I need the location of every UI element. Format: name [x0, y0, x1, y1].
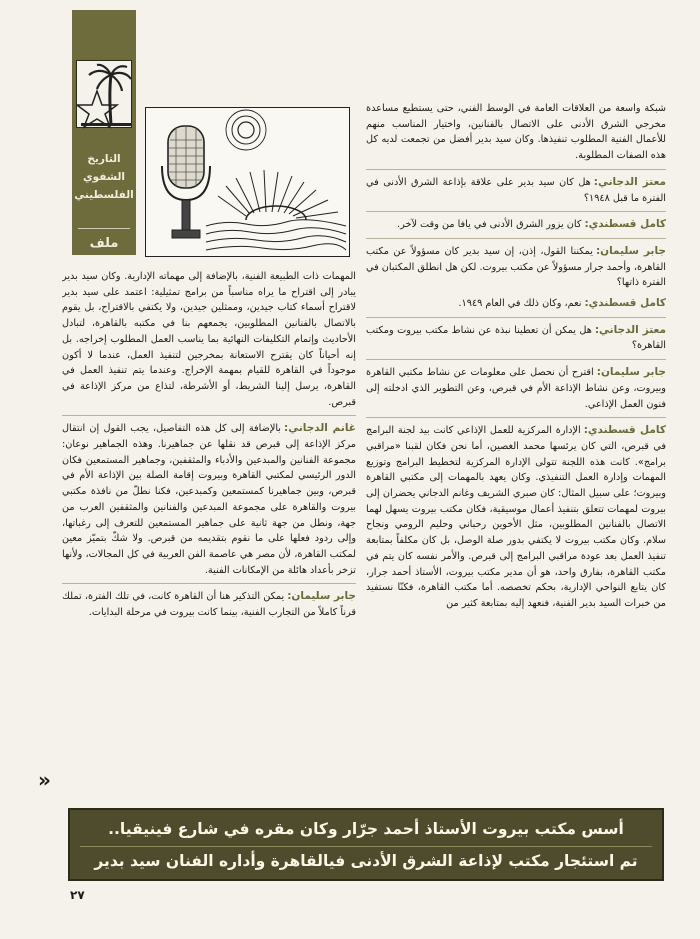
paragraph-text: هل يمكن أن تعطينا نبذة عن نشاط مكتب بيروت ومكتب القاهرة؟: [366, 324, 666, 352]
title-line-2: الشفوي: [83, 171, 125, 183]
section-sidebar: [72, 10, 136, 255]
paragraph-text: كان يزور الشرق الأدنى في يافا من وقت لآخر.: [397, 219, 582, 231]
paragraph: [366, 211, 666, 233]
section-label: ملف: [89, 236, 119, 251]
banner-line-1: أسس مكتب بيروت الأستاذ أحمد جرّار وكان مقره في شارع فينيقيا..: [108, 820, 624, 838]
section-title: [72, 150, 136, 204]
banner-line-2: تم استئجار مكتب لإذاعة الشرق الأدنى فيالقاهرة وأداره الفنان سيد بدير: [94, 852, 638, 870]
continue-arrow-icon: »: [38, 768, 51, 792]
paragraph-text: المهمات ذات الطبيعة الفنية، بالإضافة إلى مهماته الإدارية. وكان سيد بدير يبادر إلى اقتراح ما يراه مناسباً من برامج تمثيلية: اعتمد على سيد بدير لاقتراح أسماء كتاب جيدين، وممثلين جيدين، ولا يكتفي بالاقتراح، بل يقوم بالاتصال بالفنانين المطلوبين، يجمعهم بنا في مكتبه بالقاهرة، لتبادل الأحاديث وإتمام التكليفات النهائية بما يناسب العمل المطلوب إخراجه. بل إنه أحياناً كان يقترح الاستعانة بمخرجين لتنفيذ العمل، عندما لا أكون موجوداً في القاهرة للقيام بمهمة الإخراج. وعندما يتم تنفيذ العمل في القاهرة، يرسل إلينا الشريط، أو الأشرطة، لتذاع من مركز الإذاعة في قبرص.: [62, 271, 356, 408]
paragraph: [366, 317, 666, 354]
palm-star-logo: [76, 60, 132, 128]
speaker-name: جابر سليمان:: [596, 366, 666, 379]
paragraph: [366, 101, 666, 164]
paragraph: [62, 583, 356, 620]
banner-divider: [80, 846, 652, 847]
speaker-name: كامل قسطندي:: [584, 218, 666, 231]
paragraph-text: شبكة واسعة من العلاقات العامة في الوسط الفني، حتى يستطيع مساعدة مخرجي الشرق الأدنى على الاتصال بالفنانين، واختيار المناسب منهم للأعمال الفنية المطلوب تنفيذها. وكان سيد بدير أفضل من تجمعت لديه كل هذه الصفات المطلوبة.: [366, 103, 666, 162]
paragraph: [62, 415, 356, 578]
title-line-1: التاريخ: [87, 153, 121, 165]
pull-quote-banner: [68, 808, 664, 881]
paragraph-text: يمكن التذكير هنا أن القاهرة كانت، في تلك الفترة، تملك قرناً كاملاً من التجارب الفنية، بينما كانت بيروت في مرحلة البدايات.: [62, 591, 356, 619]
article-column-left: [62, 269, 356, 801]
microphone-illustration: [145, 107, 350, 257]
speaker-name: غانم الدجاني:: [284, 422, 356, 435]
paragraph: [366, 296, 666, 312]
speaker-name: كامل قسطندي:: [584, 297, 666, 310]
speaker-name: معتز الدجاني:: [594, 323, 666, 336]
speaker-name: جابر سليمان:: [287, 590, 356, 603]
paragraph-text: الإدارة المركزية للعمل الإذاعي كانت بيد لجنة البرامج في قبرص، التي كان يرئسها محمد الغصين، أما نحن فكان لقبنا «مراقبي برامج». كانت هذه اللجنة تتولى الإدارة المركزية لتخطيط البرامج وتوزيع المهمات وإدارة العمل التنفيذي. وكان يعهد بالمهمات إلى مكتبي القاهرة وبيروت؛ على سبيل المثال: كان صبري الشريف وغانم الدجاني يحضران إلى بيروت لمهمات تتعلق بتنفيذ أعمال موسيقية، فكان مكتب بيروت يسهل لهما الاتصال بالفنانين المطلوبين، مثل الأخوين رحباني وحليم الرومي ونجاح سلام. وكان مكتب بيروت لا يكتفي بدور صلة الوصل، بل كان مكلفاً بمتابعة تنفيذ العمل بعد عودة مراقبي البرامج إلى قبرص. والأمر نفسه كان يتم في مكتب القاهرة، بفارق واحد، هو أن مدير مكتب بيروت، الأستاذ أحمد جرار، كان يتابع النواحي الإدارية، بحكم تخصصه. أما مكتب القاهرة، فكنّا نستفيد من خبرات السيد بدير الفنية، فنعهد إليه بمتابعة كثير من: [366, 425, 666, 609]
paragraph-text: اقترح أن نحصل على معلومات عن نشاط مكتبي القاهرة وبيروت، وعن نشاط الإذاعة الأم في قبرص، وعن التطوير الذي ادخلته إلى فنون العمل الإذاعي.: [366, 367, 666, 410]
paragraph-text: يمكننا القول، إذن، إن سيد بدير كان مسؤولاً عن مكتب القاهرة، وأحمد جرار مسؤولاً عن مكتب بيروت. لكن هل انطلق المكتبان في الفترة ذاتها؟: [366, 245, 666, 289]
page-number: ٢٧: [70, 888, 85, 902]
speaker-name: جابر سليمان:: [595, 244, 666, 257]
sidebar-divider: [78, 228, 130, 229]
paragraph-text: بالإضافة إلى كل هذه التفاصيل، يجب القول إن انتقال مركز الإذاعة إلى قبرص قد نقلها عن جماهيرنا. وهذه الجماهير نوعان: مجموعة الفنانين والمبدعين والأدباء والمثقفين، وجماهير المستمعين فكان الدور الرئيسي لمكتبي القاهرة وبيروت إقامة الصلة بين الإذاعة الأم في قبرص، وبين جماهيرنا كمستمعين وكمبدعين، فكنا نطلّ من نافذة مكتبي بيروت والقاهرة على مجموعة المبدعين والفنانين والمثقفين العرب من جهة، ونطل من جهة ثانية على جماهير المستمعين للتعرف إلى رغباتها، وإلى ردود فعلها على ما نقوم بتقديمه من قبرص. ولا شكّ بتميّز معين لمكتب القاهرة، لأن مصر هي عاصمة الفن العربية في كل المجالات، ولأنها تزخر بأعداد هائلة من الإمكانات الفنية.: [62, 423, 356, 576]
paragraph: [366, 169, 666, 206]
title-line-3: الفلسطيني: [74, 189, 134, 201]
speaker-name: كامل قسطندي:: [583, 424, 666, 437]
paragraph: [366, 417, 666, 611]
paragraph: [366, 238, 666, 291]
paragraph-text: هل كان سيد بدير على علاقة بإذاعة الشرق الأدنى في الفترة ما قبل ١٩٤٨؟: [366, 176, 666, 204]
paragraph: [366, 359, 666, 412]
paragraph: [62, 269, 356, 410]
speaker-name: معتز الدجاني:: [593, 175, 666, 188]
article-column-right: [366, 101, 666, 801]
paragraph-text: نعم، وكان ذلك في العام ١٩٤٩.: [458, 298, 582, 310]
